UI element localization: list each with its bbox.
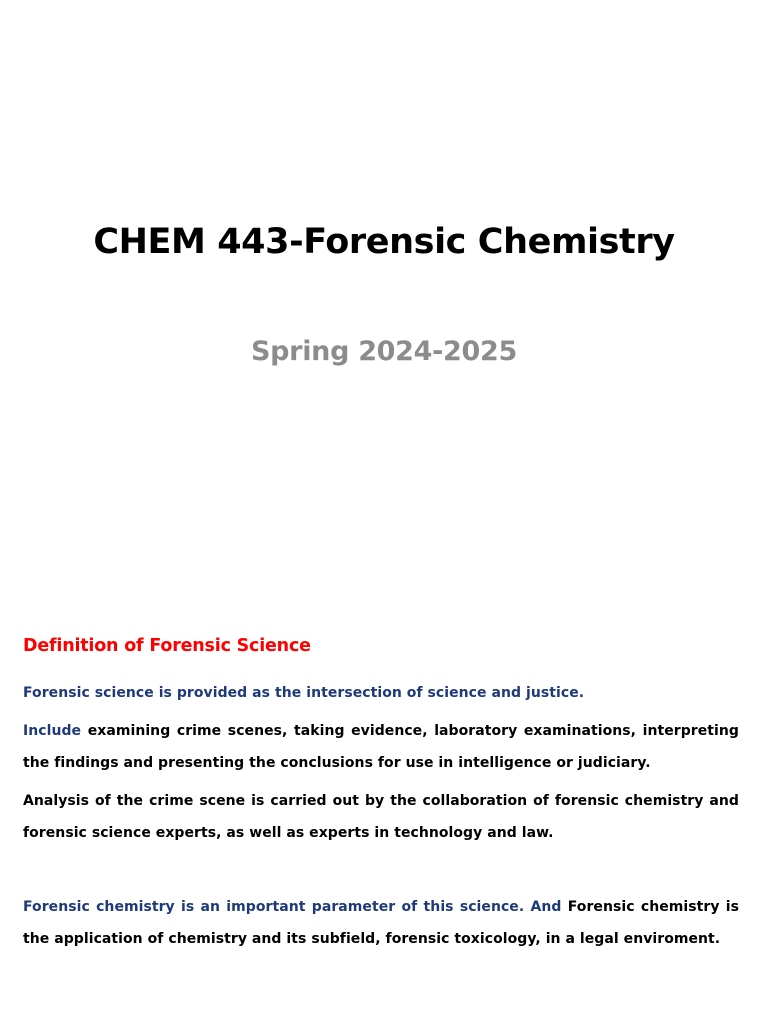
include-paragraph bbox=[23, 715, 739, 779]
include-lead-text: Include bbox=[23, 723, 82, 739]
intro-paragraph: Forensic science is provided as the intersection of science and justice. bbox=[23, 685, 585, 701]
course-title: CHEM 443-Forensic Chemistry bbox=[93, 222, 675, 262]
definition-slide bbox=[0, 590, 768, 1024]
course-term: Spring 2024-2025 bbox=[251, 336, 517, 367]
forensic-chemistry-paragraph bbox=[23, 891, 739, 955]
forensic-chemistry-body-text: Forensic chemistry is the application of chemistry and its subfield, forensic toxicology, in a legal enviroment. bbox=[23, 899, 739, 947]
definition-heading: Definition of Forensic Science bbox=[23, 636, 311, 656]
analysis-paragraph: Analysis of the crime scene is carried out by the collaboration of forensic chemistry and forensic science experts, as well as experts in technology and law. bbox=[23, 793, 739, 841]
forensic-chemistry-lead-text: Forensic chemistry is an important parameter of this science. And bbox=[23, 899, 562, 915]
include-body-text: examining crime scenes, taking evidence, laboratory examinations, interpreting the findings and presenting the conclusions for use in intelligence or judiciary. bbox=[23, 723, 739, 771]
